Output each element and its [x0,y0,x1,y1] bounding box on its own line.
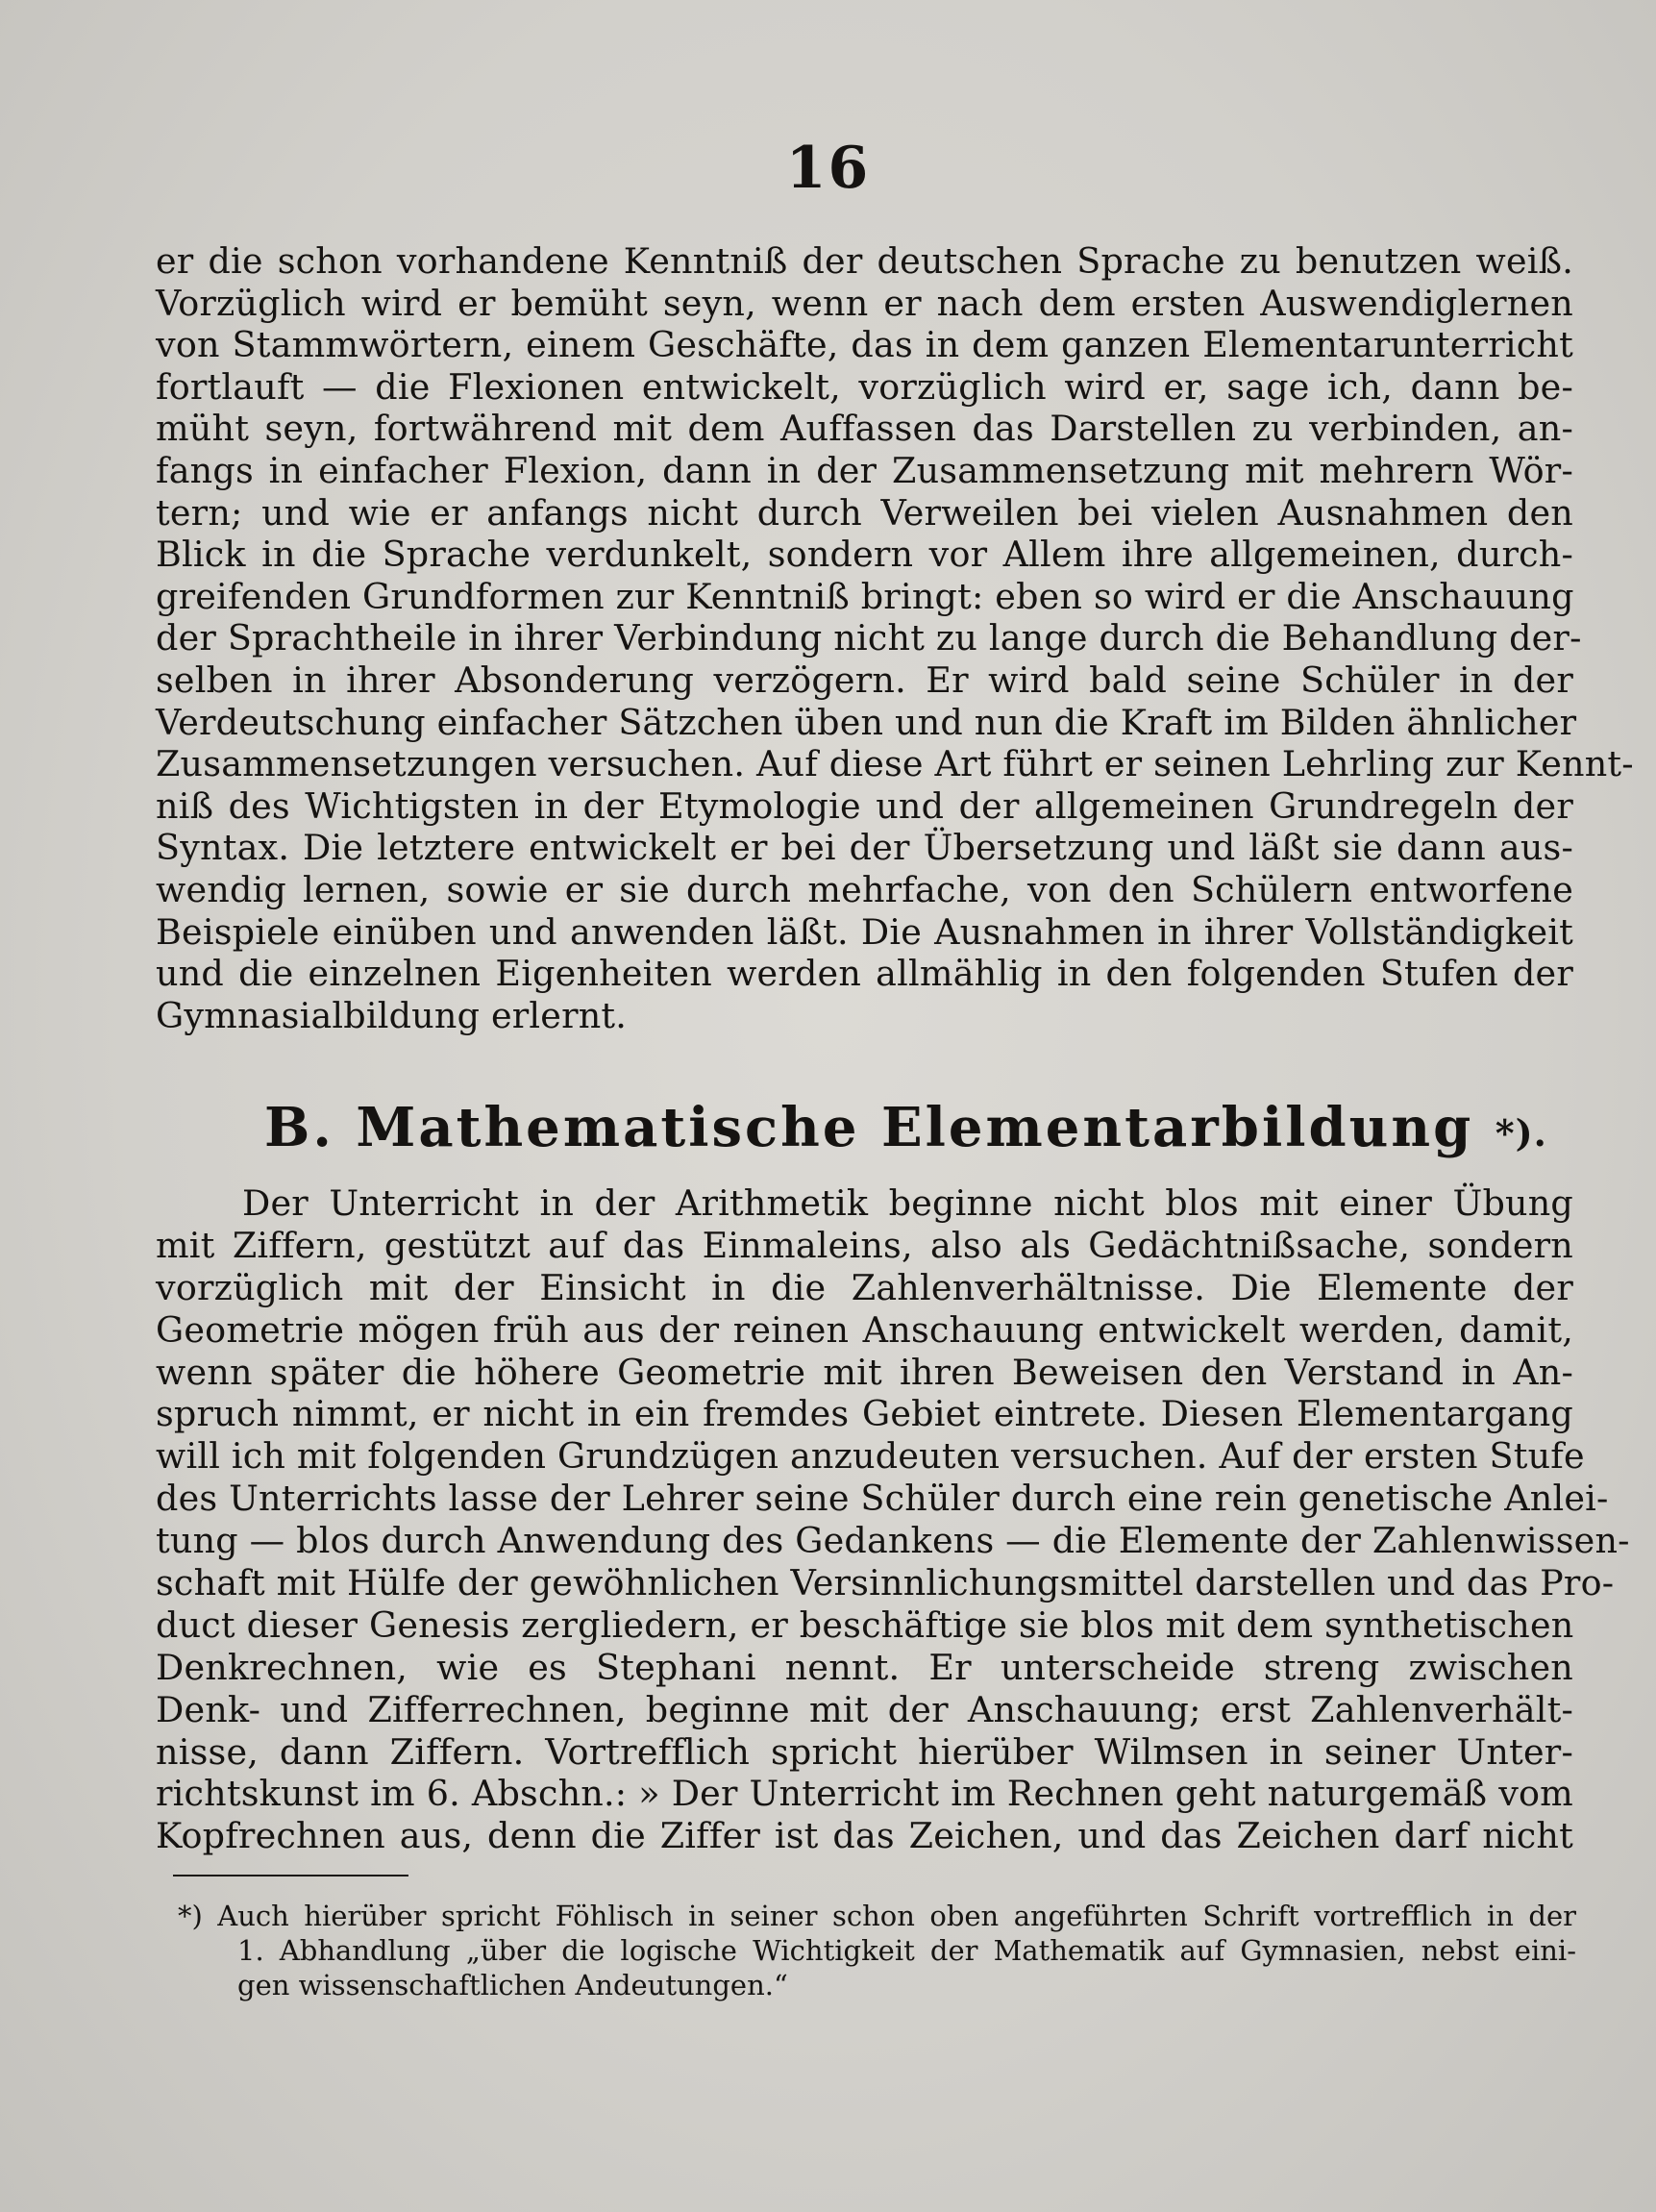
text-line: Verdeutschung einfacher Sätzchen üben und nun die Kraft im Bilden ähnlicher [156,701,1577,743]
text-line: Denkrechnen, wie es Stephani nennt. Er unterscheide streng zwischen [156,1646,1573,1688]
text-line: spruch nimmt, er nicht in ein fremdes Gebiet eintrete. Diesen Elementargang [156,1393,1573,1435]
text-line: will ich mit folgenden Grundzügen anzudeuten versuchen. Auf der ersten Stufe [156,1435,1585,1478]
text-line: fortlauft — die Flexionen entwickelt, vorzüglich wird er, sage ich, dann be- [156,365,1573,408]
page-number: 16 [785,135,871,202]
text-line: niß des Wichtigsten in der Etymologie und der allgemeinen Grundregeln der [156,784,1573,827]
text-line: selben in ihrer Absonderung verzögern. Er wird bald seine Schüler in der [156,659,1573,701]
text-line: Gymnasialbildung erlernt. [156,994,628,1036]
text-line: schaft mit Hülfe der gewöhnlichen Versinnlichungsmittel darstellen und das Pro- [156,1562,1615,1604]
text-line: Kopfrechnen aus, denn die Ziffer ist das Zeichen, und das Zeichen darf nicht [156,1815,1573,1857]
text-line: Zusammensetzungen versuchen. Auf diese Art führt er seinen Lehrling zur Kennt- [156,743,1634,785]
footnote [178,1899,1576,2002]
text-line: Beispiele einüben und anwenden läßt. Die Ausnahmen in ihrer Vollständigkeit [156,910,1573,953]
footnote-marker: *). [1495,1111,1547,1155]
text-line: Blick in die Sprache verdunkelt, sondern vor Allem ihre allgemeinen, durch- [156,534,1573,576]
text-line: Vorzüglich wird er bemüht seyn, wenn er nach dem ersten Auswendiglernen [156,282,1573,324]
text-line: Der Unterricht in der Arithmetik beginne nicht blos mit einer Übung [242,1182,1573,1224]
text-line: Denk- und Zifferrechnen, beginne mit der Anschauung; erst Zahlenverhält- [156,1688,1573,1730]
footnote-separator [173,1875,408,1876]
footnote-line: 1. Abhandlung „über die logische Wichtigkeit der Mathematik auf Gymnasien, nebst eini- [237,1934,1576,1967]
text-line: müht seyn, fortwährend mit dem Auffassen das Darstellen zu verbinden, an- [156,408,1573,450]
text-line: greifenden Grundformen zur Kenntniß bringt: eben so wird er die Anschauung [156,575,1574,617]
text-line: duct dieser Genesis zergliedern, er beschäftige sie blos mit dem synthetischen [156,1603,1574,1646]
text-line: der Sprachtheile in ihrer Verbindung nicht zu lange durch die Behandlung der- [156,617,1582,659]
text-line: vorzüglich mit der Einsicht in die Zahlenverhältnisse. Die Elemente der [156,1266,1573,1308]
text-line: wendig lernen, sowie er sie durch mehrfache, von den Schülern entworfene [156,868,1573,910]
footnote-line: gen wissenschaftlichen Andeutungen.“ [237,1969,788,2001]
text-line: Geometrie mögen früh aus der reinen Anschauung entwickelt werden, damit, [156,1308,1573,1351]
section-prefix: B. [264,1096,334,1159]
text-line: wenn später die höhere Geometrie mit ihren Beweisen den Verstand in An- [156,1351,1573,1393]
paragraph-mathematics [156,1182,1630,1857]
text-line: richtskunst im 6. Abschn.: » Der Unterricht im Rechnen geht naturgemäß vom [156,1773,1573,1815]
footnote-line: *) Auch hierüber spricht Föhlisch in seiner schon oben angeführten Schrift vortrefflich in der [178,1900,1576,1932]
section-title: Mathematische Elementarbildung [356,1096,1474,1159]
text-line: und die einzelnen Eigenheiten werden allmählig in den folgenden Stufen der [156,953,1573,995]
section-heading [264,1096,1547,1159]
text-line: nisse, dann Ziffern. Vortrefflich spricht hierüber Wilmsen in seiner Unter- [156,1730,1573,1773]
text-line: tung — blos durch Anwendung des Gedankens — die Elemente der Zahlenwissen- [156,1520,1630,1562]
text-line: von Stammwörtern, einem Geschäfte, das in dem ganzen Elementarunterricht [156,324,1573,366]
text-line: fangs in einfacher Flexion, dann in der Zusammensetzung mit mehrern Wör- [156,449,1573,491]
text-line: mit Ziffern, gestützt auf das Einmaleins, also als Gedächtnißsache, sondern [156,1224,1573,1266]
text-line: er die schon vorhandene Kenntniß der deutschen Sprache zu benutzen weiß. [156,240,1573,282]
text-line: tern; und wie er anfangs nicht durch Verweilen bei vielen Ausnahmen den [156,491,1573,534]
text-line: Syntax. Die letztere entwickelt er bei der Übersetzung und läßt sie dann aus- [156,827,1573,869]
text-line: des Unterrichts lasse der Lehrer seine Schüler durch eine rein genetische Anlei- [156,1478,1609,1520]
paragraph-language-instruction [156,240,1634,1036]
